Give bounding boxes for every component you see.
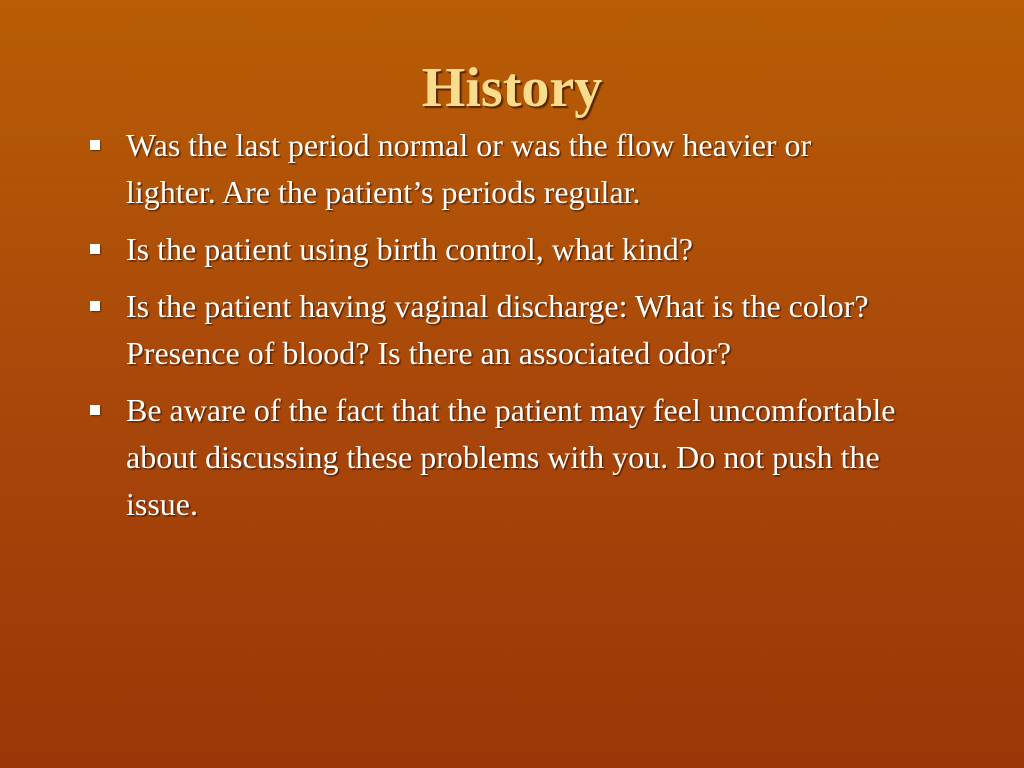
square-bullet-icon — [90, 405, 100, 415]
square-bullet-icon — [90, 140, 100, 150]
bullet-item — [88, 387, 908, 528]
bullet-list — [88, 122, 908, 538]
bullet-item — [88, 226, 908, 273]
square-bullet-icon — [90, 244, 100, 254]
slide-title: History — [421, 57, 603, 119]
bullet-text: Is the patient using birth control, what kind? — [126, 231, 693, 267]
bullet-item — [88, 283, 908, 377]
bullet-text: Is the patient having vaginal discharge: What is the color? Presence of blood? Is there an associated odor? — [126, 288, 869, 371]
bullet-text: Was the last period normal or was the flow heavier or lighter. Are the patient’s periods regular. — [126, 127, 812, 210]
bullet-item — [88, 122, 908, 216]
bullet-text: Be aware of the fact that the patient may feel uncomfortable about discussing these problems with you. Do not push the issue. — [126, 392, 896, 522]
square-bullet-icon — [90, 301, 100, 311]
